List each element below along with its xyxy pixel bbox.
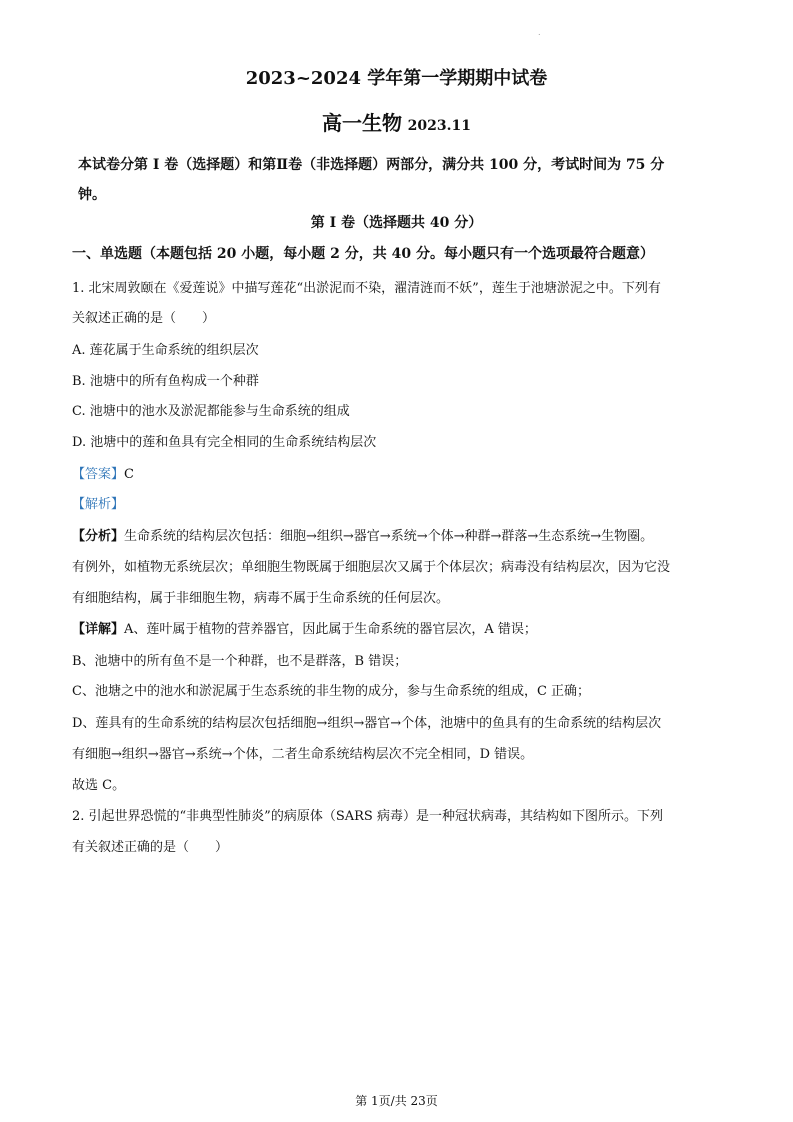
q1-option-a: A. 莲花属于生命系统的组织层次 [72,343,259,358]
q1-option-c: C. 池塘中的池水及淤泥都能参与生命系统的组成 [72,404,350,419]
q1-option-d: D. 池塘中的莲和鱼具有完全相同的生命系统结构层次 [72,435,377,450]
detail-line-1 [72,618,537,637]
analysis-label: 【分析】 [72,529,125,544]
exam-subtitle [0,107,793,136]
q1-stem-line-2: 关叙述正确的是（ ） [72,311,216,326]
analysis-line-1 [72,525,653,544]
subject-label: 高一生物 [322,111,403,135]
exam-intro [78,150,728,210]
detail-label: 【详解】 [72,622,125,637]
detail-line-2: B、池塘中的所有鱼不是一个种群，也不是群落，B 错误； [72,654,408,669]
q1-conclusion: 故选 C。 [72,778,126,793]
exam-title: 2023~2024 学年第一学期期中试卷 [245,68,548,89]
intro-line-1: 本试卷分第 I 卷（选择题）和第Ⅱ卷（非选择题）两部分，满分共 100 分，考试时间为 75 分 [78,157,665,173]
exam-date: 2023.11 [407,118,471,134]
answer-value: C [124,467,134,482]
explain-label: 【解析】 [72,497,125,512]
detail-text-1: A、莲叶属于植物的营养器官，因此属于生命系统的器官层次，A 错误； [124,622,537,637]
answer-label: 【答案】 [72,467,125,482]
q1-answer [72,463,134,482]
q2-stem-line-1: 2. 引起世界恐慌的“非典型性肺炎”的病原体（SARS 病毒）是一种冠状病毒，其结构如下图所示。下列 [72,809,663,824]
page-footer: 第 1页/共 23页 [355,1094,438,1108]
q2-stem-line-2: 有关叙述正确的是（ ） [72,840,229,855]
analysis-line-3: 有细胞结构，属于非细胞生物，病毒不属于生命系统的任何层次。 [72,591,450,606]
q1-option-b: B. 池塘中的所有鱼构成一个种群 [72,374,259,389]
detail-line-5: 有细胞→组织→器官→系统→个体，二者生命系统结构层次不完全相同，D 错误。 [72,747,534,762]
analysis-text-1: 生命系统的结构层次包括：细胞→组织→器官→系统→个体→种群→群落→生态系统→生物圈。 [124,529,654,544]
detail-line-3: C、池塘之中的池水和淤泥属于生态系统的非生物的成分，参与生命系统的组成，C 正确； [72,684,591,699]
q1-stem-line-1: 1. 北宋周敦颐在《爱莲说》中描写莲花“出淤泥而不染，濯清涟而不妖”，莲生于池塘淤泥之中。下列有 [72,281,661,296]
intro-line-2: 钟。 [78,187,106,203]
part-title: 一、单选题（本题包括 20 小题，每小题 2 分，共 40 分。每小题只有一个选项最符合题意） [72,246,654,262]
analysis-line-2: 有例外，如植物无系统层次；单细胞生物既属于细胞层次又属于个体层次；病毒没有结构层次，因为它没 [72,560,671,575]
detail-line-4: D、莲具有的生命系统的结构层次包括细胞→组织→器官→个体，池塘中的鱼具有的生命系统的结构层次 [72,716,662,731]
section-title: 第 I 卷（选择题共 40 分） [310,215,483,231]
mark-dot: . [538,28,541,37]
